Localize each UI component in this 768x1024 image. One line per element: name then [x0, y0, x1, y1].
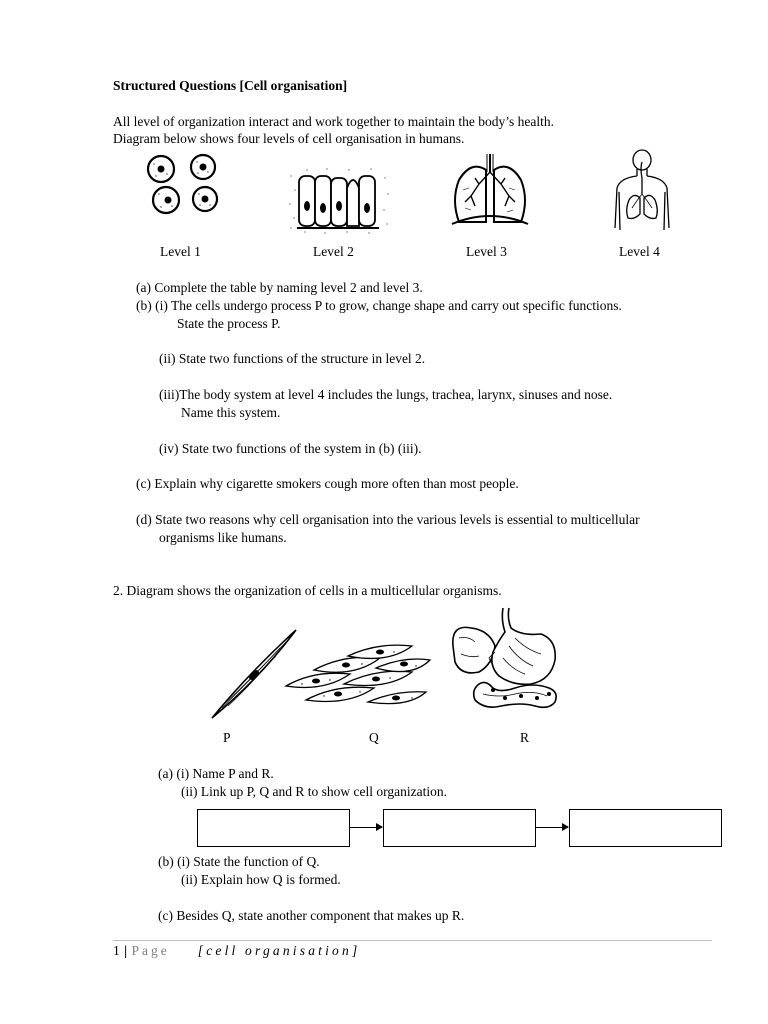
q2-label-r: R — [520, 730, 530, 745]
answer-box-3[interactable] — [569, 809, 722, 847]
q1-part-b-iv: (iv) State two functions of the system in (b) (iii). — [159, 441, 422, 456]
intro-line-1: All level of organization interact and work together to maintain the body’s health. — [113, 114, 554, 129]
footer-separator: | — [120, 943, 132, 958]
q2-part-b-ii: (ii) Explain how Q is formed. — [181, 872, 341, 887]
q2-part-a-ii: (ii) Link up P, Q and R to show cell organization. — [181, 784, 447, 799]
q1-part-a: (a) Complete the table by naming level 2 and level 3. — [136, 280, 423, 295]
q2-intro: 2. Diagram shows the organization of cells in a multicellular organisms. — [113, 583, 502, 598]
level-1-cells-diagram — [142, 152, 224, 218]
level-2-tissue-diagram — [287, 166, 391, 236]
footer-page-number: 1 — [113, 943, 121, 958]
r-stomach-organ-diagram — [449, 606, 561, 716]
arrow-1-to-2 — [349, 827, 382, 828]
arrow-2-to-3 — [535, 827, 568, 828]
page-footer — [113, 943, 360, 959]
q1-part-d-line-2: organisms like humans. — [159, 530, 287, 545]
q1-part-c: (c) Explain why cigarette smokers cough more often than most people. — [136, 476, 519, 491]
q2-part-c: (c) Besides Q, state another component that makes up R. — [158, 908, 465, 923]
q2-label-q: Q — [369, 730, 379, 745]
footer-header-text: [cell organisation] — [197, 943, 361, 958]
q2-part-a-i: (a) (i) Name P and R. — [158, 766, 274, 781]
level-3-label: Level 3 — [466, 244, 507, 259]
q1-part-b-i-line-2: State the process P. — [177, 316, 281, 331]
level-4-label: Level 4 — [619, 244, 660, 259]
level-1-label: Level 1 — [160, 244, 201, 259]
q1-part-b-iii-line-2: Name this system. — [181, 405, 281, 420]
level-3-lungs-diagram — [449, 150, 531, 232]
q1-part-b-i-line-1: (b) (i) The cells undergo process P to grow, change shape and carry out specific functions. — [136, 298, 622, 313]
q1-part-b-ii: (ii) State two functions of the structure in level 2. — [159, 351, 426, 366]
intro-line-2: Diagram below shows four levels of cell organisation in humans. — [113, 131, 465, 146]
answer-box-1[interactable] — [197, 809, 350, 847]
q-tissue-diagram — [284, 640, 432, 710]
answer-box-2[interactable] — [383, 809, 536, 847]
q2-part-b-i: (b) (i) State the function of Q. — [158, 854, 320, 869]
q1-part-d-line-1: (d) State two reasons why cell organisation into the various levels is essential to multicellular — [136, 512, 640, 527]
page-title: Structured Questions [Cell organisation] — [113, 78, 348, 93]
level-4-respiratory-system-diagram — [610, 148, 672, 236]
footer-page-word: Page — [131, 943, 170, 958]
q2-label-p: P — [223, 730, 231, 745]
q1-part-b-iii-line-1: (iii)The body system at level 4 includes the lungs, trachea, larynx, sinuses and nose. — [159, 387, 613, 402]
footer-rule — [113, 940, 712, 941]
level-2-label: Level 2 — [313, 244, 354, 259]
